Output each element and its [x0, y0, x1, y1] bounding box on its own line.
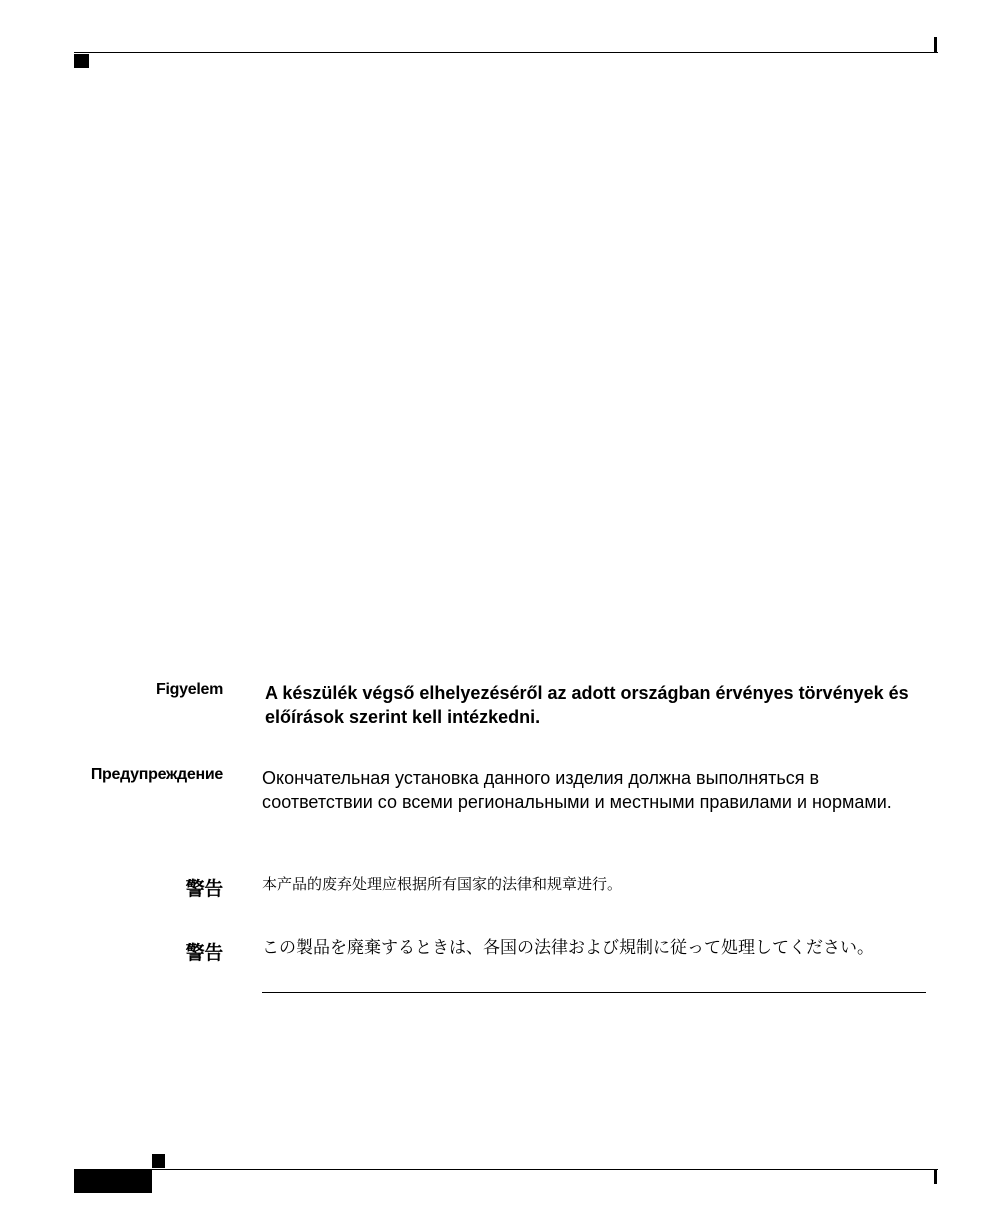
header-marker-square: [74, 54, 89, 68]
warning-text: この製品を廃棄するときは、各国の法律および規制に従って処理してください。: [262, 938, 874, 957]
warning-text: Окончательная установка данного изделия должна выполняться в соответствии со всеми региональными и местными правилами и нормами.: [262, 768, 892, 812]
warning-text: 本产品的废弃处理应根据所有国家的法律和规章进行。: [262, 876, 623, 893]
warning-label: Figyelem: [156, 681, 223, 698]
footer-tick-mark: [934, 1170, 937, 1184]
warning-label: Предупреждение: [90, 766, 223, 783]
warning-label: 警告: [185, 879, 223, 900]
footer-rule: [74, 1169, 938, 1170]
section-end-rule: [262, 992, 926, 993]
warning-text: A készülék végső elhelyezéséről az adott országban érvényes törvények és előírások szerint kell intézkedni.: [265, 683, 909, 727]
footer-page-tab: [74, 1170, 152, 1193]
header-rule: [74, 52, 938, 53]
footer-marker-square: [152, 1154, 165, 1168]
warning-label: 警告: [185, 943, 223, 964]
header-tick-mark: [934, 37, 937, 52]
